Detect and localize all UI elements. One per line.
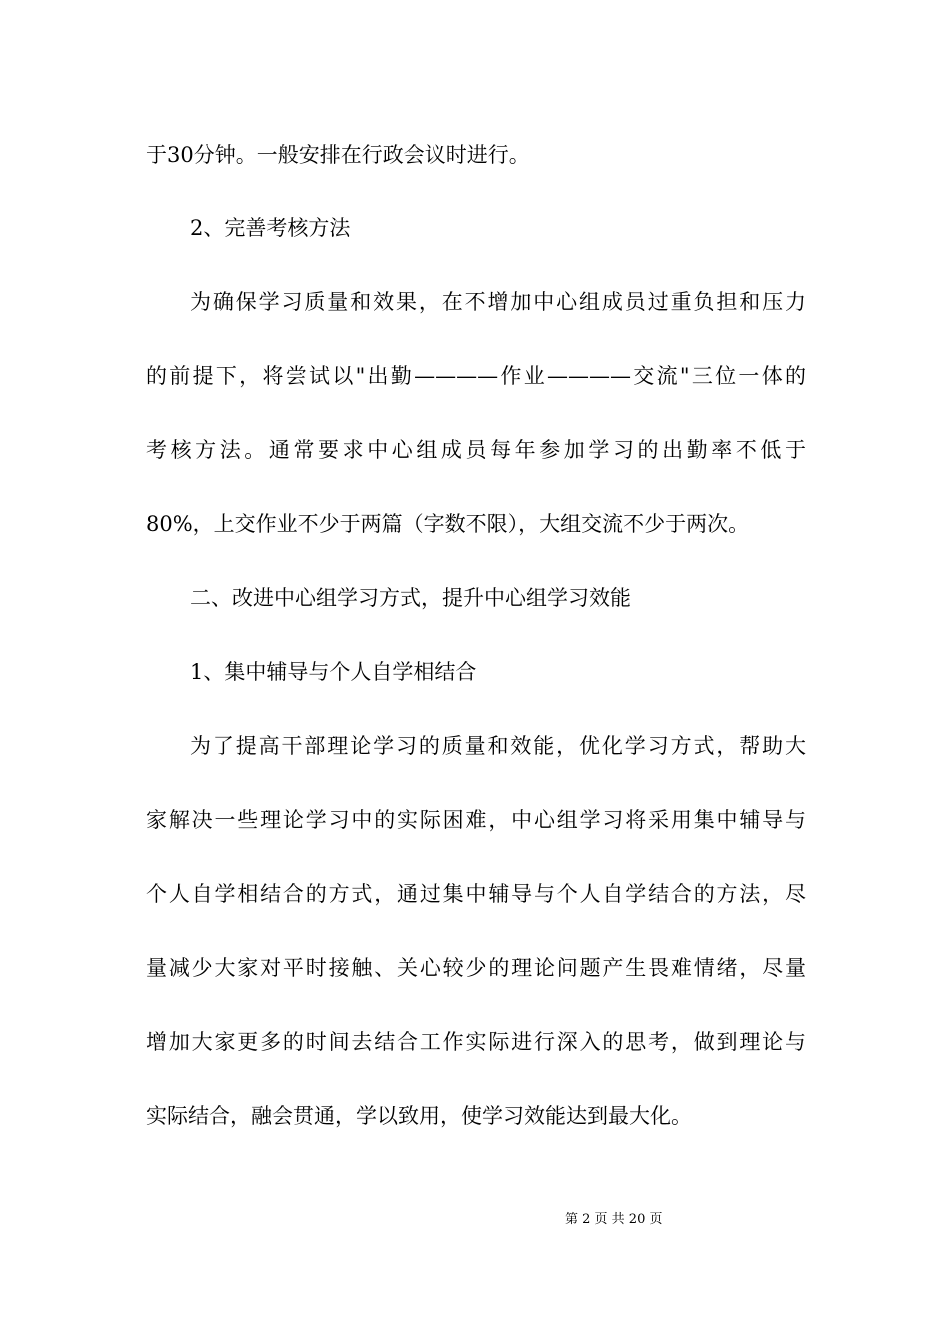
paragraph-line-10: 家解决一些理论学习中的实际困难，中心组学习将采用集中辅导与 (146, 808, 806, 832)
paragraph-line-12: 量减少大家对平时接触、关心较少的理论问题产生畏难情绪，尽量 (146, 956, 806, 980)
section-heading-two: 二、改进中心组学习方式，提升中心组学习效能 (190, 586, 631, 610)
subheading-assessment-method: 2、完善考核方法 (190, 216, 351, 240)
paragraph-line-1: 于30分钟。一般安排在行政会议时进行。 (146, 143, 530, 167)
paragraph-line-3: 为确保学习质量和效果，在不增加中心组成员过重负担和压力 (190, 290, 806, 314)
subheading-centralized-guidance: 1、集中辅导与个人自学相结合 (190, 660, 477, 684)
page-number-footer: 第 2 页 共 20 页 (565, 1212, 663, 1227)
paragraph-line-5: 考核方法。通常要求中心组成员每年参加学习的出勤率不低于 (146, 438, 806, 462)
paragraph-line-13: 增加大家更多的时间去结合工作实际进行深入的思考，做到理论与 (146, 1030, 806, 1054)
paragraph-line-14: 实际结合，融会贯通，学以致用，使学习效能达到最大化。 (146, 1104, 692, 1128)
paragraph-line-6: 80%，上交作业不少于两篇（字数不限），大组交流不少于两次。 (146, 512, 750, 536)
paragraph-line-9: 为了提高干部理论学习的质量和效能，优化学习方式，帮助大 (190, 734, 806, 758)
paragraph-line-4: 的前提下，将尝试以"出勤————作业————交流"三位一体的 (146, 364, 806, 388)
paragraph-line-11: 个人自学相结合的方式，通过集中辅导与个人自学结合的方法，尽 (146, 882, 806, 906)
